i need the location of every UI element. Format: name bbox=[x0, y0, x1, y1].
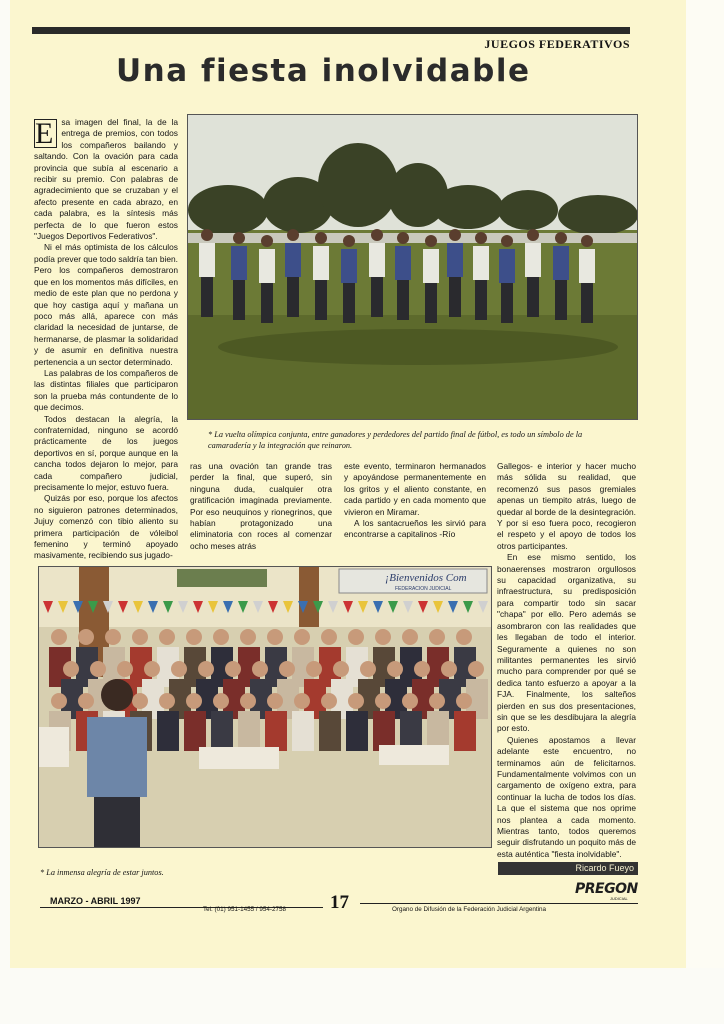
top-rule bbox=[32, 27, 630, 34]
photo-caption-2: * La inmensa alegría de estar juntos. bbox=[40, 868, 164, 877]
paragraph: A los santacrueños les sirvió para encontrarse a capitalinos -Río bbox=[344, 518, 486, 540]
paragraph: En ese mismo sentido, los bonaerenses mostraron orgullosos su capacidad organizativa, su infraestructura, su predisposición para compartir todo sin sacar "chapa" por ello. Pero además se asombraron con las realidades que les llegaban de todo el interior. Seguramente a quienes no son militantes permanentes les sirvió mucho para comprender por qué se dedica tanto esfuerzo a apoyar a la FJA. Finalmente, los salteños pierden en sus dos presentaciones, sin que se les desdibujara la alegría por esto. bbox=[497, 552, 636, 734]
welcome-banner: ¡Bienvenidos Com bbox=[385, 572, 467, 584]
page-margin bbox=[686, 0, 724, 968]
section-title: JUEGOS FEDERATIVOS bbox=[484, 37, 630, 51]
paragraph: Ni el más optimista de los cálculos podía prever que todo saldría tan bien. Pero los compañeros demostraron que en los momentos más difíciles, en medio de este plan que no perdona y que hoy castiga aquí y mañana un poco más allá, aparece con más claridad la necesidad de juntarse, de hermanarse, de plasmar la solidaridad y de asumir en definitiva nuestra pertenencia a un sector determinado. bbox=[34, 242, 178, 367]
pregon-logo: PREGON bbox=[575, 881, 638, 897]
column-4 bbox=[497, 461, 636, 860]
photo-celebration bbox=[38, 566, 492, 848]
organization: Organo de Difusión de la Federación Judicial Argentina bbox=[392, 906, 547, 913]
issue-date: MARZO - ABRIL 1997 bbox=[50, 896, 141, 906]
column-3 bbox=[344, 461, 486, 541]
footer-rule-right bbox=[360, 903, 638, 904]
paragraph: Gallegos- e interior y hacer mucho más sólida su realidad, que recomenzó sus pasos gremiales apenas un tiempito atrás, luego de quedar al borde de la desintegración. Y por si eso fuera poco, recogieron el respeto y el apoyo de todos los otros participantes. bbox=[497, 461, 636, 551]
headline: Una fiesta inolvidable bbox=[116, 53, 531, 89]
paragraph: ras una ovación tan grande tras perder la final, que superó, sin ninguna duda, cualquier otra gratificación imaginada previamente. Por eso neuquinos y rionegrinos, que habían protagonizado una eliminatoria con roces al comenzar ocho meses atrás bbox=[190, 461, 332, 551]
photo-caption-1: * La vuelta olímpica conjunta, entre ganadores y perdedores del partido final de fútbol, es todo un símbolo de la camaradería y la integración que reinaron. bbox=[208, 430, 583, 450]
paragraph: Todos destacan la alegría, la confraternidad, ninguno se acordó prácticamente de los juegos deportivos en sí, porque aunque en la cancha todos dejaron lo mejor, para cada compañero judicial, precisamente lo mejor, estuvo fuera. bbox=[34, 413, 178, 492]
paragraph: E sa imagen del final, la de la entrega de premios, con todos los compañeros bailando y saltando. Con la ovación para cada provincia que subía al escenario a recibir su premio. Con palabras de agradecimiento que se cruzaban y el afecto presente en cada abrazo, en cada palabra, es la síntesis más perfecta de lo que fueron estos "Juegos Deportivos Federativos". bbox=[34, 117, 178, 242]
paragraph: Las palabras de los compañeros de las distintas filiales que participaron son la prueba más contundente de lo que decimos. bbox=[34, 367, 178, 413]
phone: Tel. (01) 951-1455 / 954-2758 bbox=[203, 906, 286, 913]
paragraph: Quienes apostamos a llevar adelante este encuentro, no terminamos aún de felicitarnos. Fundamentalmente volvimos con un cargamento de oxígeno extra, para continuar la lucha de todos los días. La que el sistema que nos oprime nos plantea a cada momento. Mientras tanto, todos queremos seguir disfrutando un poquito más de esta auténtica "fiesta inolvidable". bbox=[497, 734, 636, 859]
dropcap: E bbox=[34, 119, 57, 148]
column-2 bbox=[190, 461, 332, 552]
paragraph: este evento, terminaron hermanados y apoyándose permanentemente en los gritos y el aliento constante, en cada partido y en cada momento que vivieron en Miramar. bbox=[344, 461, 486, 517]
column-1 bbox=[34, 117, 178, 562]
page-number: 17 bbox=[330, 892, 349, 913]
paragraph: Quizás por eso, porque los afectos no siguieron patrones determinados, Jujuy comenzó con tibio aliento su primera participación de vóleibol femenino y terminó apoyado masivamente, recibiendo sus jugado- bbox=[34, 493, 178, 561]
byline: Ricardo Fueyo bbox=[498, 862, 638, 875]
welcome-banner-sub: FEDERACION JUDICIAL bbox=[395, 586, 452, 592]
photo-football-teams bbox=[187, 114, 638, 420]
pregon-logo-sub: JUDICIAL bbox=[610, 896, 628, 901]
